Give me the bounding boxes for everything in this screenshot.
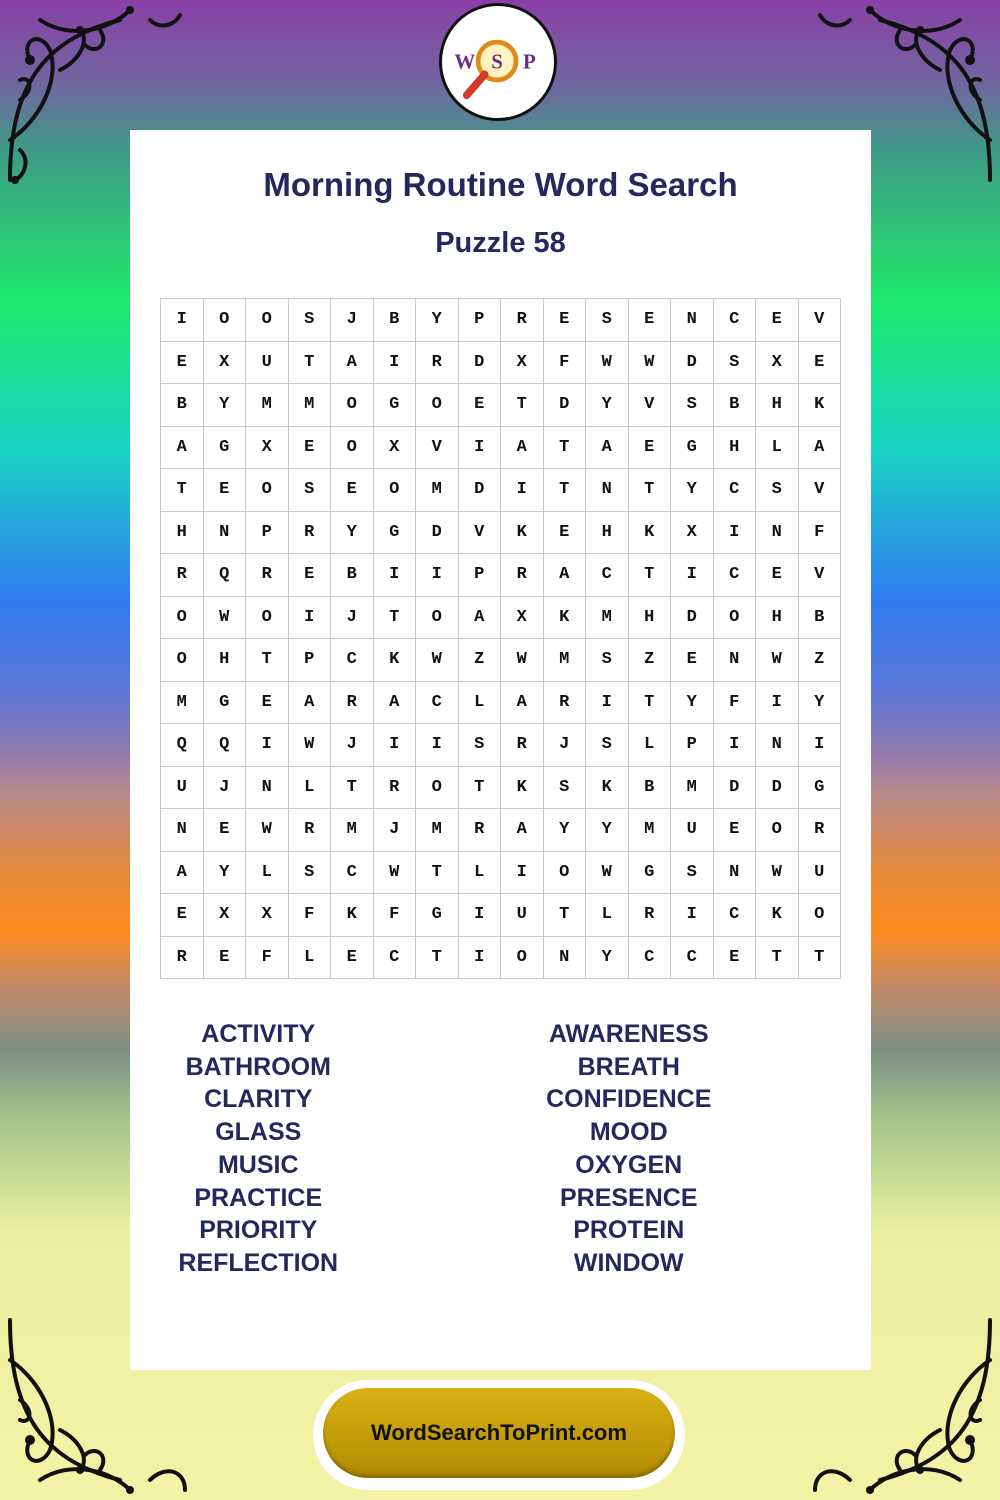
grid-cell[interactable]: L [756,427,799,470]
grid-cell[interactable]: M [161,682,204,725]
grid-cell[interactable]: I [799,724,842,767]
grid-cell[interactable]: N [204,512,247,555]
grid-cell[interactable]: A [501,427,544,470]
grid-cell[interactable]: H [161,512,204,555]
grid-cell[interactable]: N [586,469,629,512]
grid-cell[interactable]: B [374,299,417,342]
grid-cell[interactable]: G [799,767,842,810]
grid-cell[interactable]: S [289,852,332,895]
grid-cell[interactable]: S [544,767,587,810]
grid-cell[interactable]: Y [204,384,247,427]
grid-cell[interactable]: R [374,767,417,810]
grid-cell[interactable]: B [331,554,374,597]
grid-cell[interactable]: O [161,639,204,682]
grid-cell[interactable]: P [246,512,289,555]
grid-cell[interactable]: K [629,512,672,555]
grid-cell[interactable]: P [459,554,502,597]
grid-cell[interactable]: X [374,427,417,470]
grid-cell[interactable]: M [544,639,587,682]
grid-cell[interactable]: C [714,894,757,937]
grid-cell[interactable]: P [289,639,332,682]
grid-cell[interactable]: Z [799,639,842,682]
grid-cell[interactable]: R [289,512,332,555]
letter-grid [160,298,841,979]
grid-cell[interactable]: T [629,682,672,725]
grid-cell[interactable]: R [501,724,544,767]
grid-cell[interactable]: I [501,852,544,895]
grid-cell[interactable]: D [756,767,799,810]
grid-cell[interactable]: U [246,342,289,385]
grid-cell[interactable]: I [714,512,757,555]
grid-cell[interactable]: T [544,427,587,470]
grid-cell[interactable]: D [459,469,502,512]
grid-cell[interactable]: Y [799,682,842,725]
page-title: Morning Routine Word Search [263,166,738,203]
grid-cell[interactable]: I [459,937,502,980]
grid-cell[interactable]: U [799,852,842,895]
grid-cell[interactable]: O [374,469,417,512]
grid-cell[interactable]: X [756,342,799,385]
grid-cell[interactable]: W [204,597,247,640]
grid-cell[interactable]: H [714,427,757,470]
grid-cell[interactable]: S [756,469,799,512]
grid-cell[interactable]: V [799,299,842,342]
word-item: AWARENESS [548,1020,709,1048]
grid-cell[interactable]: H [204,639,247,682]
grid-cell[interactable]: D [416,512,459,555]
grid-cell[interactable]: A [501,682,544,725]
grid-cell[interactable]: F [714,682,757,725]
grid-cell[interactable]: K [544,597,587,640]
grid-cell[interactable]: C [714,554,757,597]
word-item: PROTEIN [573,1216,685,1245]
grid-cell[interactable]: S [586,724,629,767]
grid-cell[interactable]: I [416,724,459,767]
grid-cell[interactable]: K [501,767,544,810]
grid-cell[interactable]: E [161,342,204,385]
logo-letter-p: P [522,49,536,74]
word-item: MUSIC [217,1150,299,1179]
grid-cell[interactable]: L [586,894,629,937]
grid-cell[interactable]: C [671,937,714,980]
grid-cell[interactable]: L [459,852,502,895]
grid-cell[interactable]: L [629,724,672,767]
grid-cell[interactable]: A [161,852,204,895]
grid-cell[interactable]: I [246,724,289,767]
grid-cell[interactable]: O [799,894,842,937]
grid-cell[interactable]: I [671,894,714,937]
grid-cell[interactable]: Y [671,682,714,725]
grid-cell[interactable]: K [799,384,842,427]
grid-cell[interactable]: W [501,639,544,682]
grid-cell[interactable]: D [671,597,714,640]
grid-cell[interactable]: I [459,427,502,470]
grid-cell[interactable]: J [331,724,374,767]
grid-cell[interactable]: W [374,852,417,895]
grid-cell[interactable]: O [416,767,459,810]
grid-cell[interactable]: C [629,937,672,980]
grid-cell[interactable]: Y [586,809,629,852]
grid-cell[interactable]: E [544,299,587,342]
grid-cell[interactable]: M [246,384,289,427]
word-item: BREATH [577,1052,680,1081]
grid-cell[interactable]: I [416,554,459,597]
grid-cell[interactable]: I [289,597,332,640]
grid-cell[interactable]: R [501,299,544,342]
grid-cell[interactable]: N [756,512,799,555]
grid-cell[interactable]: S [671,384,714,427]
grid-cell[interactable]: J [331,299,374,342]
logo-letter-w: W [454,49,476,74]
grid-cell[interactable]: S [289,299,332,342]
grid-cell[interactable]: H [756,384,799,427]
grid-cell[interactable]: T [331,767,374,810]
grid-cell[interactable]: N [161,809,204,852]
website-link-button[interactable]: WordSearchToPrint.com [323,1388,675,1478]
grid-cell[interactable]: O [416,597,459,640]
grid-cell[interactable]: G [374,512,417,555]
grid-cell[interactable]: Z [459,639,502,682]
grid-cell[interactable]: F [374,894,417,937]
grid-cell[interactable]: I [501,469,544,512]
grid-cell[interactable]: I [714,724,757,767]
grid-cell[interactable]: T [544,894,587,937]
grid-cell[interactable]: B [161,384,204,427]
grid-cell[interactable]: L [246,852,289,895]
grid-cell[interactable]: J [331,597,374,640]
grid-cell[interactable]: Y [331,512,374,555]
grid-cell[interactable]: E [714,937,757,980]
grid-cell[interactable]: I [374,554,417,597]
grid-cell[interactable]: K [756,894,799,937]
puzzle-card [130,130,871,1370]
grid-cell[interactable]: S [586,639,629,682]
word-item: ACTIVITY [201,1020,316,1048]
site-logo[interactable] [439,3,557,121]
grid-cell[interactable]: D [459,342,502,385]
word-item: PRACTICE [194,1183,323,1212]
grid-cell[interactable]: T [459,767,502,810]
grid-cell[interactable]: E [289,554,332,597]
grid-cell[interactable]: T [416,852,459,895]
grid-cell[interactable]: Y [544,809,587,852]
grid-cell[interactable]: A [799,427,842,470]
grid-cell[interactable]: I [459,894,502,937]
grid-cell[interactable]: E [629,299,672,342]
grid-cell[interactable]: E [544,512,587,555]
grid-cell[interactable]: E [459,384,502,427]
grid-cell[interactable]: D [671,342,714,385]
grid-cell[interactable]: B [799,597,842,640]
grid-cell[interactable]: G [374,384,417,427]
grid-cell[interactable]: M [331,809,374,852]
grid-cell[interactable]: I [756,682,799,725]
grid-cell[interactable]: T [161,469,204,512]
word-item: OXYGEN [575,1150,683,1179]
grid-cell[interactable]: Q [204,554,247,597]
grid-cell[interactable]: R [161,937,204,980]
grid-cell[interactable]: K [586,767,629,810]
grid-cell[interactable]: G [416,894,459,937]
grid-cell[interactable]: S [671,852,714,895]
grid-cell[interactable]: F [289,894,332,937]
grid-cell[interactable]: T [756,937,799,980]
grid-cell[interactable]: R [501,554,544,597]
grid-cell[interactable]: A [501,809,544,852]
grid-cell[interactable]: Y [586,384,629,427]
grid-cell[interactable]: E [799,342,842,385]
grid-cell[interactable]: M [586,597,629,640]
grid-cell[interactable]: Y [671,469,714,512]
grid-cell[interactable]: X [204,342,247,385]
grid-cell[interactable]: T [629,554,672,597]
grid-cell[interactable]: T [501,384,544,427]
grid-cell[interactable]: W [629,342,672,385]
grid-cell[interactable]: J [374,809,417,852]
grid-cell[interactable]: C [416,682,459,725]
grid-cell[interactable]: U [501,894,544,937]
grid-cell[interactable]: O [246,469,289,512]
grid-cell[interactable]: T [544,469,587,512]
grid-cell[interactable]: H [629,597,672,640]
grid-cell[interactable]: M [629,809,672,852]
grid-cell[interactable]: Y [204,852,247,895]
grid-cell[interactable]: B [629,767,672,810]
grid-cell[interactable]: R [629,894,672,937]
grid-cell[interactable]: X [204,894,247,937]
grid-cell[interactable]: G [629,852,672,895]
grid-cell[interactable]: D [714,767,757,810]
puzzle-number: Puzzle 58 [435,227,566,259]
grid-cell[interactable]: P [459,299,502,342]
grid-cell[interactable]: V [629,384,672,427]
grid-cell[interactable]: E [289,427,332,470]
grid-cell[interactable]: V [799,554,842,597]
grid-cell[interactable]: R [544,682,587,725]
grid-cell[interactable]: A [331,342,374,385]
grid-cell[interactable]: V [459,512,502,555]
grid-cell[interactable]: J [204,767,247,810]
word-item: BATHROOM [185,1052,331,1081]
grid-cell[interactable]: L [289,937,332,980]
grid-cell[interactable]: Z [629,639,672,682]
grid-cell[interactable]: L [459,682,502,725]
grid-cell[interactable]: V [799,469,842,512]
grid-cell[interactable]: I [374,342,417,385]
grid-cell[interactable]: O [161,597,204,640]
word-list-right [379,1018,872,1280]
grid-cell[interactable]: O [246,597,289,640]
grid-cell[interactable]: Y [416,299,459,342]
grid-cell[interactable]: N [246,767,289,810]
grid-cell[interactable]: E [204,809,247,852]
grid-cell[interactable]: C [331,852,374,895]
grid-cell[interactable]: P [671,724,714,767]
grid-cell[interactable]: G [671,427,714,470]
grid-cell[interactable]: S [459,724,502,767]
grid-cell[interactable]: E [246,682,289,725]
word-item: CONFIDENCE [546,1085,712,1114]
grid-cell[interactable]: A [161,427,204,470]
grid-cell[interactable]: W [586,342,629,385]
word-item: GLASS [215,1118,302,1147]
grid-cell[interactable]: I [671,554,714,597]
grid-cell[interactable]: Q [204,724,247,767]
grid-cell[interactable]: U [161,767,204,810]
grid-cell[interactable]: N [671,299,714,342]
grid-cell[interactable]: A [459,597,502,640]
grid-cell[interactable]: S [714,342,757,385]
grid-cell[interactable]: E [161,894,204,937]
word-item: PRESENCE [559,1183,698,1212]
grid-cell[interactable]: E [204,937,247,980]
grid-cell[interactable]: W [756,852,799,895]
grid-cell[interactable]: X [501,597,544,640]
grid-cell[interactable]: I [161,299,204,342]
grid-cell[interactable]: S [289,469,332,512]
grid-cell[interactable]: X [671,512,714,555]
grid-cell[interactable]: R [416,342,459,385]
grid-cell[interactable]: W [416,639,459,682]
grid-cell[interactable]: A [586,427,629,470]
grid-cell[interactable]: O [331,427,374,470]
grid-cell[interactable]: K [501,512,544,555]
word-item: PRIORITY [199,1216,318,1245]
grid-cell[interactable]: A [544,554,587,597]
grid-cell[interactable]: N [756,724,799,767]
grid-cell[interactable]: O [714,597,757,640]
grid-cell[interactable]: R [161,554,204,597]
grid-cell[interactable]: Q [161,724,204,767]
grid-cell[interactable]: T [416,937,459,980]
grid-cell[interactable]: O [501,937,544,980]
grid-cell[interactable]: J [544,724,587,767]
grid-cell[interactable]: T [799,937,842,980]
grid-cell[interactable]: R [331,682,374,725]
grid-cell[interactable]: E [629,427,672,470]
grid-cell[interactable]: W [289,724,332,767]
grid-cell[interactable]: C [714,469,757,512]
grid-cell[interactable]: C [374,937,417,980]
grid-cell[interactable]: E [756,554,799,597]
word-item: REFLECTION [178,1248,339,1277]
grid-cell[interactable]: X [246,894,289,937]
grid-cell[interactable]: L [289,767,332,810]
word-item: MOOD [589,1118,668,1147]
grid-cell[interactable]: B [714,384,757,427]
word-list [130,1018,871,1280]
grid-cell[interactable]: G [204,427,247,470]
grid-cell[interactable]: R [246,554,289,597]
grid-cell[interactable]: I [374,724,417,767]
grid-cell[interactable]: N [544,937,587,980]
grid-cell[interactable]: R [799,809,842,852]
grid-cell[interactable]: F [544,342,587,385]
grid-cell[interactable]: R [459,809,502,852]
grid-cell[interactable]: H [586,512,629,555]
grid-cell[interactable]: Y [586,937,629,980]
word-item: WINDOW [573,1248,684,1277]
grid-cell[interactable]: T [629,469,672,512]
grid-cell[interactable]: C [331,639,374,682]
grid-cell[interactable]: F [799,512,842,555]
grid-cell[interactable]: E [204,469,247,512]
grid-cell[interactable]: E [331,469,374,512]
grid-cell[interactable]: O [756,809,799,852]
footer-badge [313,1380,685,1490]
grid-cell[interactable]: O [246,299,289,342]
grid-cell[interactable]: E [331,937,374,980]
grid-cell[interactable]: H [756,597,799,640]
grid-cell[interactable]: W [586,852,629,895]
grid-cell[interactable]: K [374,639,417,682]
grid-cell[interactable]: D [544,384,587,427]
grid-cell[interactable]: N [714,852,757,895]
grid-cell[interactable]: C [714,299,757,342]
grid-cell[interactable]: U [671,809,714,852]
grid-cell[interactable]: O [204,299,247,342]
grid-cell[interactable]: X [246,427,289,470]
grid-cell[interactable]: G [204,682,247,725]
grid-cell[interactable]: T [246,639,289,682]
grid-cell[interactable]: M [289,384,332,427]
grid-cell[interactable]: K [331,894,374,937]
grid-cell[interactable]: O [416,384,459,427]
grid-cell[interactable]: W [756,639,799,682]
grid-cell[interactable]: E [714,809,757,852]
grid-cell[interactable]: C [586,554,629,597]
grid-cell[interactable]: M [416,469,459,512]
grid-cell[interactable]: F [246,937,289,980]
grid-cell[interactable]: W [246,809,289,852]
grid-cell[interactable]: R [289,809,332,852]
grid-cell[interactable]: M [671,767,714,810]
grid-cell[interactable]: I [586,682,629,725]
grid-cell[interactable]: A [289,682,332,725]
grid-cell[interactable]: T [374,597,417,640]
grid-cell[interactable]: X [501,342,544,385]
grid-cell[interactable]: E [756,299,799,342]
grid-cell[interactable]: T [289,342,332,385]
grid-cell[interactable]: O [331,384,374,427]
grid-cell[interactable]: M [416,809,459,852]
grid-cell[interactable]: O [544,852,587,895]
grid-cell[interactable]: A [374,682,417,725]
grid-cell[interactable]: V [416,427,459,470]
grid-cell[interactable]: N [714,639,757,682]
word-item: CLARITY [204,1085,313,1114]
logo-letter-s: S [491,49,503,74]
grid-cell[interactable]: S [586,299,629,342]
grid-cell[interactable]: E [671,639,714,682]
